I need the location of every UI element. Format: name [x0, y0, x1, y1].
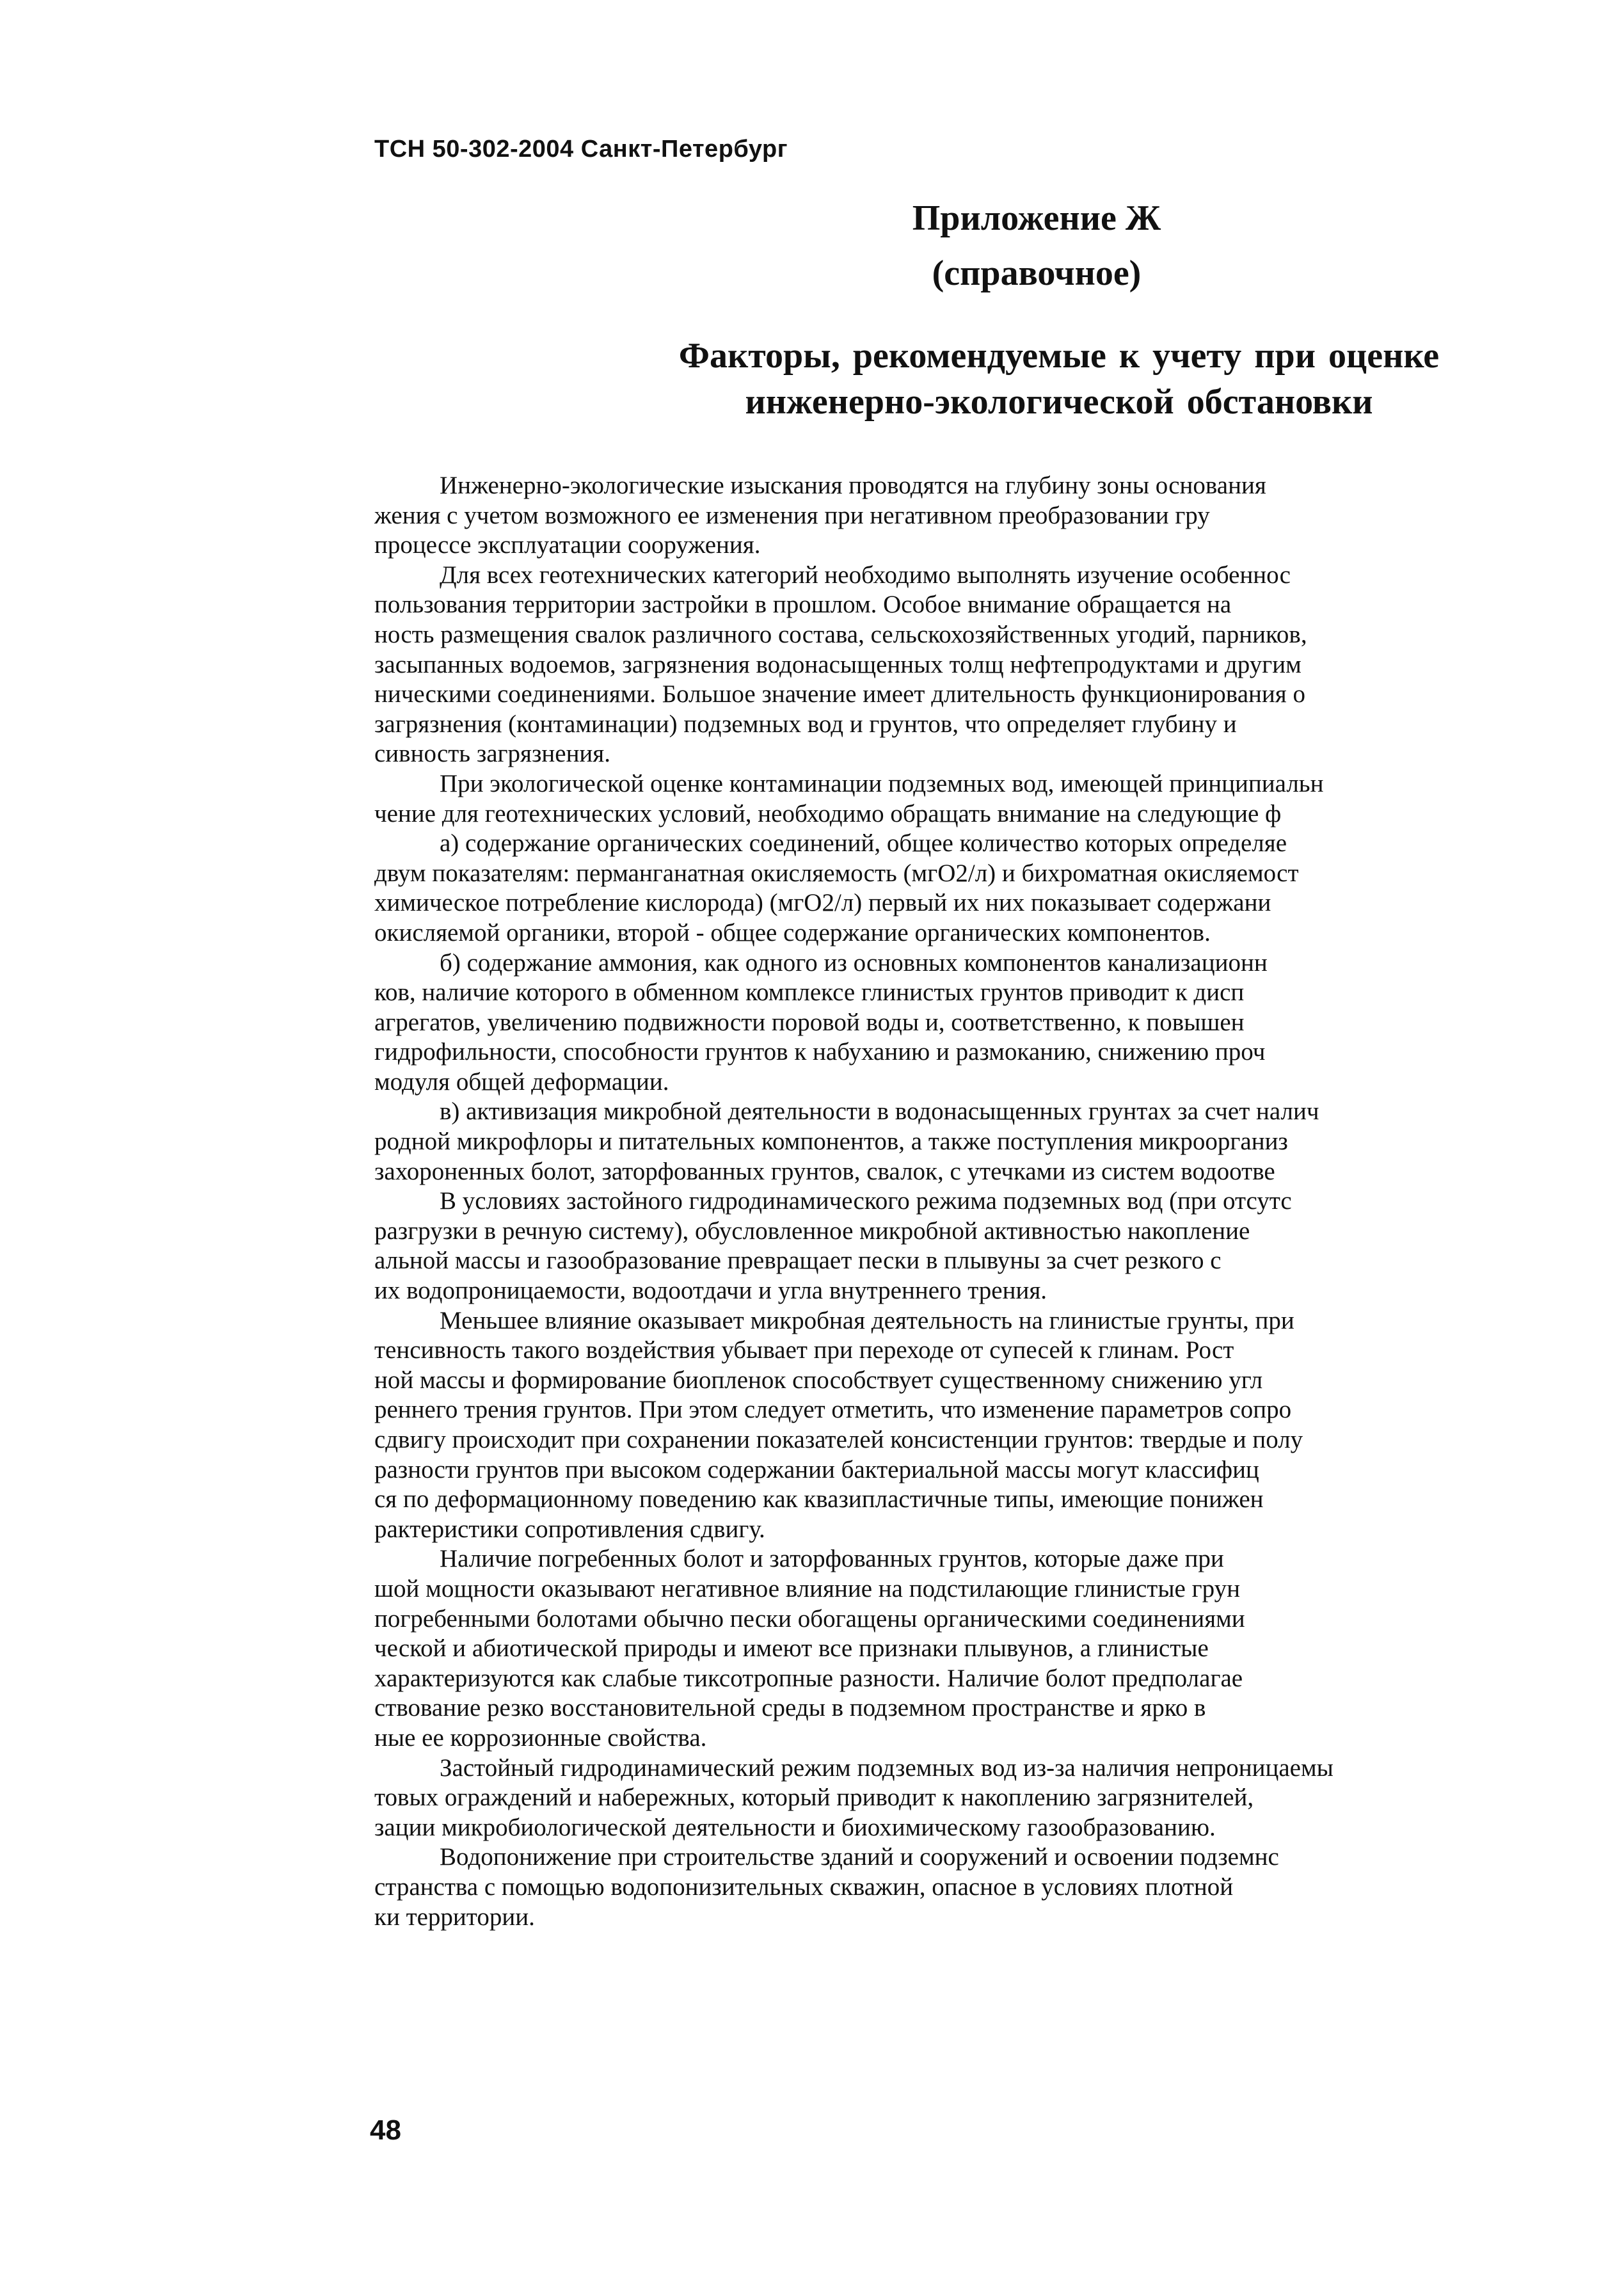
appendix-label: Приложение Ж — [912, 198, 1161, 238]
body-line: В условиях застойного гидродинамического режима подземных вод (при отсутс — [440, 1187, 1292, 1215]
body-line: жения с учетом возможного ее изменения при негативном преобразовании гру — [374, 501, 1210, 529]
body-line: разности грунтов при высоком содержании бактериальной массы могут классифиц — [374, 1455, 1259, 1483]
body-line: захороненных болот, заторфованных грунтов, свалок, с утечками из систем водоотве — [374, 1157, 1275, 1185]
body-line: гидрофильности, способности грунтов к набуханию и размоканию, снижению проч — [374, 1038, 1266, 1066]
body-line: в) активизация микробной деятельности в водонасыщенных грунтах за счет налич — [440, 1098, 1319, 1126]
body-line: рактеристики сопротивления сдвигу. — [374, 1515, 765, 1543]
running-header: ТСН 50-302-2004 Санкт-Петербург — [374, 136, 788, 163]
body-line: Водопонижение при строительстве зданий и сооружений и освоении подземнс — [440, 1843, 1279, 1871]
body-line: а) содержание органических соединений, общее количество которых определяе — [440, 829, 1287, 858]
body-line: процессе эксплуатации сооружения. — [374, 531, 761, 559]
body-text — [374, 471, 1624, 1943]
body-line: химическое потребление кислорода) (мгО2/л) первый их них показывает содержани — [374, 889, 1271, 917]
body-line: ность размещения свалок различного состава, сельскохозяйственных угодий, парников, — [374, 620, 1307, 648]
body-line: агрегатов, увеличению подвижности поровой воды и, соответственно, к повышен — [374, 1008, 1245, 1036]
body-line: загрязнения (контаминации) подземных вод и грунтов, что определяет глубину и — [374, 710, 1237, 738]
body-line: двум показателям: перманганатная окисляемость (мгО2/л) и бихроматная окисляемост — [374, 859, 1299, 887]
body-line: родной микрофлоры и питательных компонентов, а также поступления микроорганиз — [374, 1128, 1288, 1156]
section-title-line: инженерно-экологической обстановки — [745, 382, 1373, 422]
body-line: ся по деформационному поведению как квазипластичные типы, имеющие понижен — [374, 1485, 1264, 1514]
body-line: ные ее коррозионные свойства. — [374, 1723, 707, 1752]
body-line: сивность загрязнения. — [374, 740, 610, 768]
body-line: странства с помощью водопонизительных скважин, опасное в условиях плотной — [374, 1873, 1234, 1901]
body-line: ческой и абиотической природы и имеют все признаки плывунов, а глинистые — [374, 1635, 1209, 1663]
body-line: Застойный гидродинамический режим подземных вод из-за наличия непроницаемы — [440, 1754, 1333, 1782]
body-line: ной массы и формирование биопленок способствует существенному снижению угл — [374, 1366, 1263, 1394]
body-line: характеризуются как слабые тиксотропные разности. Наличие болот предполагае — [374, 1664, 1243, 1692]
body-line: ки территории. — [374, 1903, 535, 1931]
body-line: ков, наличие которого в обменном комплексе глинистых грунтов приводит к дисп — [374, 979, 1245, 1007]
body-line: погребенными болотами обычно пески обогащены органическими соединениями — [374, 1604, 1245, 1633]
body-line: альной массы и газообразование превращает пески в плывуны за счет резкого с — [374, 1247, 1222, 1275]
body-line: окисляемой органики, второй - общее содержание органических компонентов. — [374, 918, 1211, 947]
body-line: Инженерно-экологические изыскания проводятся на глубину зоны основания — [440, 472, 1266, 499]
body-line: засыпанных водоемов, загрязнения водонасыщенных толщ нефтепродуктами и другим — [374, 650, 1302, 678]
body-line: их водопроницаемости, водоотдачи и угла внутреннего трения. — [374, 1277, 1047, 1305]
section-title — [601, 333, 1517, 425]
body-line: При экологической оценке контаминации подземных вод, имеющей принципиальн — [440, 769, 1324, 797]
body-line: чение для геотехнических условий, необходимо обращать внимание на следующие ф — [374, 799, 1282, 827]
appendix-type: (справочное) — [932, 253, 1142, 293]
body-line: реннего трения грунтов. При этом следует отметить, что изменение параметров сопро — [374, 1396, 1292, 1424]
body-line: разгрузки в речную систему), обусловленное микробной активностью накопление — [374, 1217, 1250, 1245]
body-line: зации микробиологической деятельности и биохимическому газообразованию. — [374, 1813, 1216, 1841]
page-number: 48 — [370, 2114, 401, 2146]
body-line: шой мощности оказывают негативное влияние на подстилающие глинистые грун — [374, 1574, 1240, 1603]
body-line: пользования территории застройки в прошлом. Особое внимание обращается на — [374, 591, 1232, 619]
section-title-line: Факторы, рекомендуемые к учету при оценке — [678, 336, 1440, 376]
body-line: Наличие погребенных болот и заторфованных грунтов, которые даже при — [440, 1545, 1224, 1573]
body-line: товых ограждений и набережных, который приводит к накоплению загрязнителей, — [374, 1784, 1254, 1812]
body-line: ствование резко восстановительной среды в подземном пространстве и ярко в — [374, 1694, 1206, 1722]
body-line: модуля общей деформации. — [374, 1067, 669, 1096]
body-line: Для всех геотехнических категорий необходимо выполнять изучение особеннос — [440, 561, 1291, 589]
body-line: ническими соединениями. Большое значение имеет длительность функционирования о — [374, 680, 1305, 708]
body-line: б) содержание аммония, как одного из основных компонентов канализационн — [440, 948, 1268, 977]
body-line: сдвигу происходит при сохранении показателей консистенции грунтов: твердые и полу — [374, 1426, 1303, 1453]
body-line: Меньшее влияние оказывает микробная деятельность на глинистые грунты, при — [440, 1306, 1294, 1334]
body-line: тенсивность такого воздействия убывает при переходе от супесей к глинам. Рост — [374, 1336, 1234, 1364]
appendix-heading — [832, 191, 1241, 301]
